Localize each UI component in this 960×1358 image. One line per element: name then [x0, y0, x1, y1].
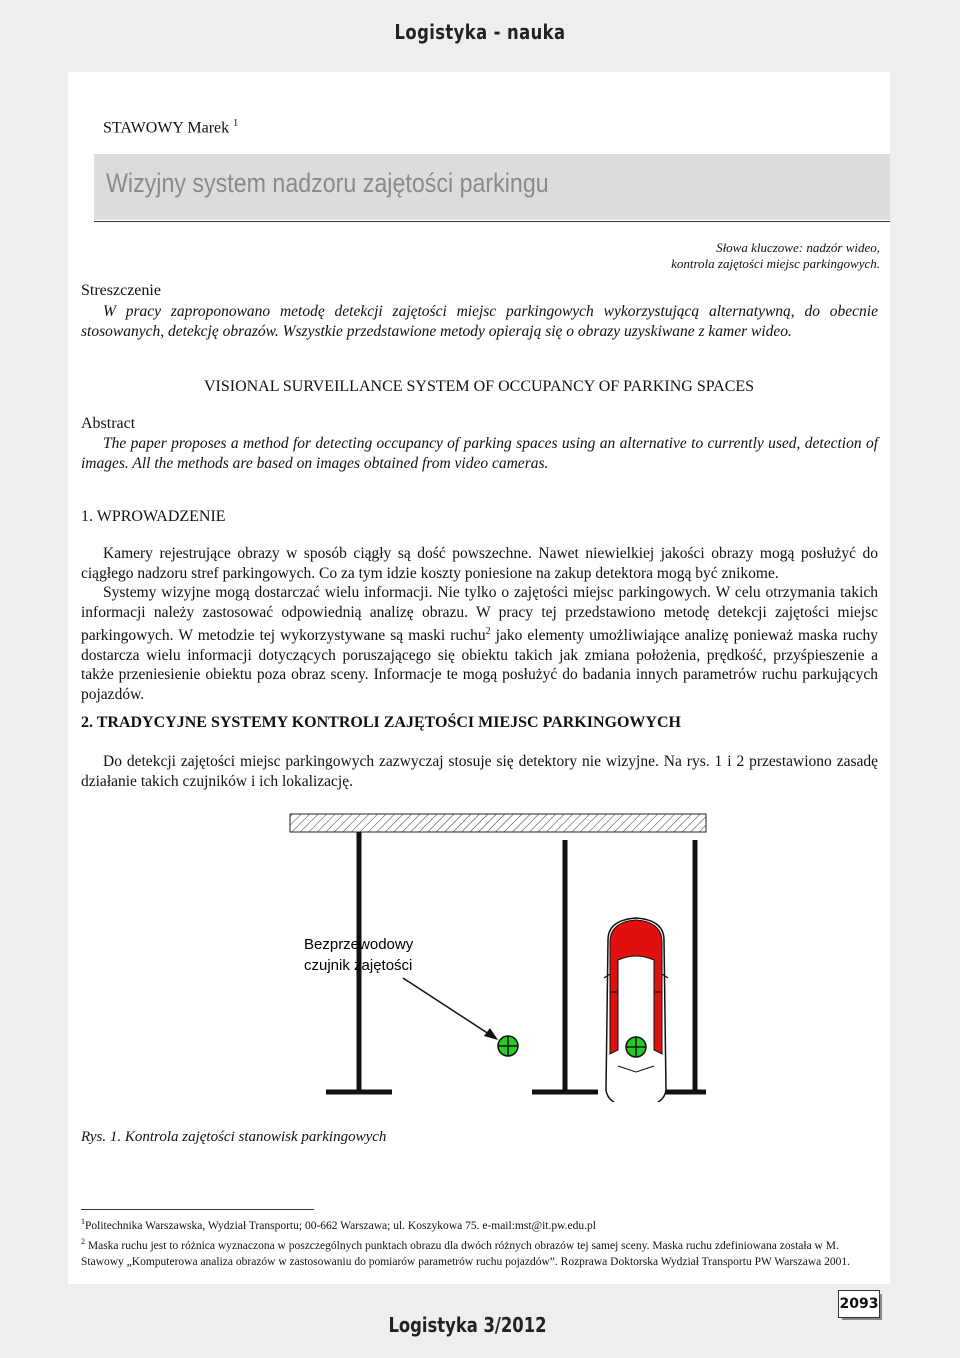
- car-icon: [604, 918, 668, 1102]
- footnote-2-marker-bottom: 2: [81, 1237, 85, 1247]
- post-middle: [532, 840, 598, 1092]
- author-name: STAWOWY Marek: [103, 119, 230, 137]
- streszczenie-label: Streszczenie: [81, 282, 161, 299]
- title-band-left: [68, 154, 94, 220]
- footnote-1: [81, 1214, 878, 1234]
- section-1-p2-part-b: jako elementy umożliwiające analizę ponieważ maska ruchy dostarcza wielu informacji dotyczących poruszającego się obiektu takich jak zmiana położenia, prędkość, przyśpieszenie a także przeniesienie obiektu poza obraz sceny. Informacje te mogą posłużyć do badania innych parametrów ruchu parkujących pojazdów.: [81, 627, 879, 703]
- sensor-label-line-1: Bezprzewodowy: [304, 936, 414, 953]
- section-2-heading: 2. TRADYCYJNE SYSTEMY KONTROLI ZAJĘTOŚCI MIEJSC PARKINGOWYCH: [81, 714, 681, 731]
- section-2-paragraph-1: Do detekcji zajętości miejsc parkingowych zazwyczaj stosuje się detektory nie wizyjne. Na rys. 1 i 2 przestawiono zasadę działanie takich czujników i ich lokalizację.: [81, 753, 878, 790]
- footnote-2-text: Maska ruchu jest to różnica wyznaczona w poszczególnych punktach obrazu dla dwóch różnych obrazów tej samej sceny. Maska ruchu zdefiniowana została w M. Stawowy „Komputerowa analiza obrazów w zastosowaniu do pomiarów parametrów ruchu pojazdów”. Rozprawa Doktorska Wydział Transportu PW Warszawa 2001.: [81, 1240, 851, 1268]
- footnotes: [81, 1214, 878, 1270]
- wireless-sensor-icon: [626, 1037, 646, 1057]
- sensor-pointer-line: [403, 978, 492, 1036]
- abstract-label: Abstract: [81, 415, 136, 432]
- barrier-wall: [290, 814, 706, 832]
- page-number: 2093: [838, 1290, 880, 1318]
- keywords-line-2: kontrola zajętości miejsc parkingowych.: [671, 256, 880, 271]
- footnote-rule: [81, 1209, 314, 1210]
- journal-header: Logistyka - nauka: [394, 20, 566, 44]
- keywords: [671, 240, 880, 272]
- figure-caption: Rys. 1. Kontrola zajętości stanowisk parkingowych: [81, 1129, 387, 1145]
- footnote-1-text: Politechnika Warszawska, Wydział Transportu; 00-662 Warszawa; ul. Koszykowa 75. e-mail:mst@it.pw.edu.pl: [85, 1219, 596, 1232]
- wireless-sensor-icon: [498, 1036, 518, 1056]
- title-rule: [94, 221, 890, 222]
- sensor-label-line-2: czujnik zajętości: [304, 957, 413, 974]
- footnote-2-marker: 2: [485, 626, 491, 637]
- sensor-pointer-arrowhead: [484, 1028, 498, 1040]
- footnote-2: [81, 1234, 878, 1270]
- paper-page: [68, 72, 890, 1284]
- author-footnote-marker: 1: [233, 118, 239, 129]
- section-1-p2-part-a: Systemy wizyjne mogą dostarczać wielu informacji. Nie tylko o zajętości miejsc parkingowych. W celu otrzymania takich informacji należy zastosować odpowiednią analizę obrazu. W pracy tej przedstawiono metodę detekcji zajętości miejsc parkingowych. W metodzie tej wykorzystywane są maski ruchu: [81, 584, 878, 645]
- keywords-line-1: Słowa kluczowe: nadzór wideo,: [716, 240, 880, 255]
- paper-title: Wizyjny system nadzoru zajętości parkingu: [106, 168, 549, 198]
- streszczenie-text: W pracy zaproponowano metodę detekcji zajętości miejsc parkingowych wykorzystującą alternatywną, do obecnie stosowanych, detekcję obrazów. Wszystkie przedstawione metody opierają się o obrazy uzyskiwane z kamer wideo.: [81, 303, 878, 340]
- footer-journal: Logistyka 3/2012: [388, 1313, 547, 1337]
- abstract-text: The paper proposes a method for detecting occupancy of parking spaces using an alternative to currently used, detection of images. All the methods are based on images obtained from video cameras.: [81, 435, 878, 472]
- footnote-1-marker: 1: [81, 1217, 85, 1226]
- section-1-heading: 1. WPROWADZENIE: [81, 508, 226, 525]
- section-1-paragraph-1: Kamery rejestrujące obrazy w sposób ciągły są dość powszechne. Nawet niewielkiej jakości obrazy mogą posłużyć do ciągłego nadzoru stref parkingowych. Co za tym idzie koszty poniesione na zakup detektora mogą być znikome.: [81, 545, 878, 582]
- post-right: [664, 840, 706, 1092]
- english-title: VISIONAL SURVEILLANCE SYSTEM OF OCCUPANCY OF PARKING SPACES: [203, 378, 755, 395]
- section-1-paragraph-2: [81, 583, 878, 704]
- author: [103, 118, 238, 137]
- parking-figure: [288, 810, 708, 1102]
